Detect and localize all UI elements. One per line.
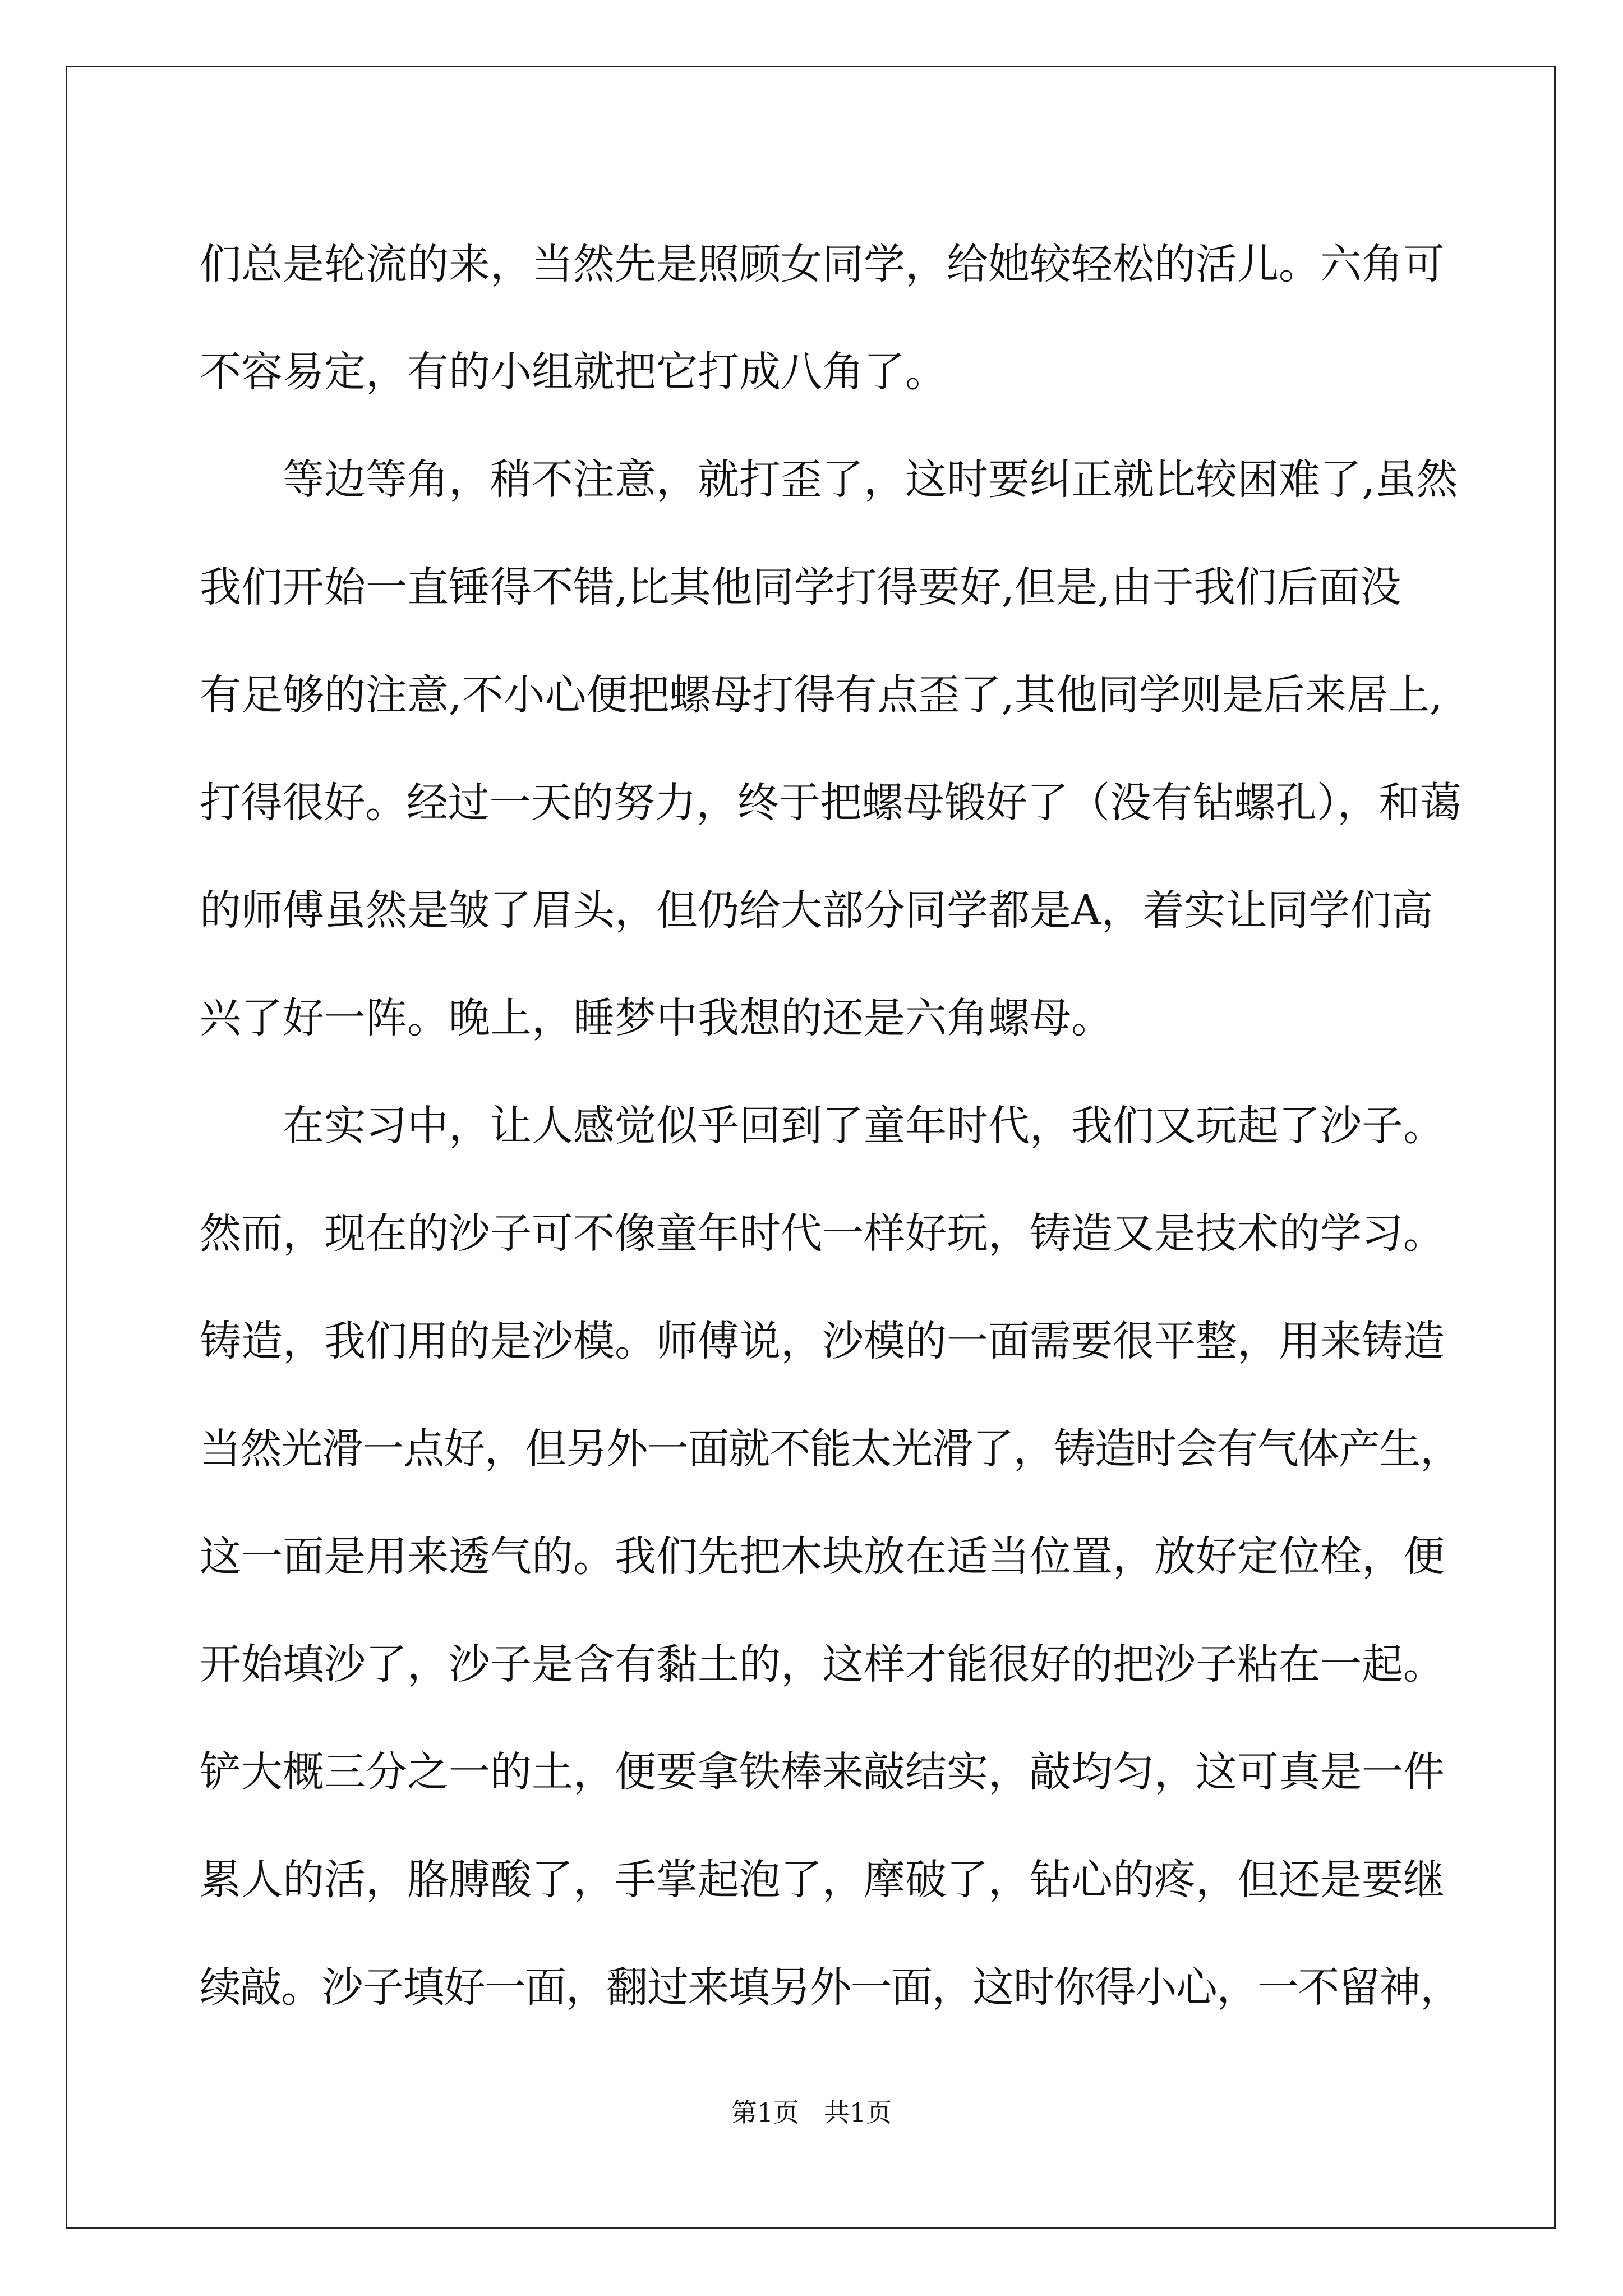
text-line: 我们开始一直锤得不错,比其他同学打得要好,但是,由于我们后面没 — [200, 563, 1401, 611]
text-line: 打得很好。经过一天的努力，终于把螺母锻好了（没有钻螺孔），和蔼 — [200, 779, 1461, 827]
text-line: 这一面是用来透气的。我们先把木块放在适当位置，放好定位栓，便 — [200, 1533, 1445, 1581]
text-line: 有足够的注意,不小心便把螺母打得有点歪了,其他同学则是后来居上, — [200, 671, 1443, 719]
page-number-total: 共1页 — [823, 2097, 892, 2128]
text-line: 等边等角，稍不注意，就打歪了，这时要纠正就比较困难了,虽然 — [283, 455, 1458, 504]
text-line: 们总是轮流的来，当然先是照顾女同学，给她较轻松的活儿。六角可 — [200, 240, 1445, 288]
text-line: 铸造，我们用的是沙模。师傅说，沙模的一面需要很平整，用来铸造 — [200, 1317, 1445, 1365]
text-line: 累人的活，胳膊酸了，手掌起泡了，摩破了，钻心的疼，但还是要继 — [200, 1856, 1445, 1904]
text-line: 兴了好一阵。晚上，睡梦中我想的还是六角螺母。 — [200, 994, 1113, 1042]
text-line: 铲大概三分之一的土，便要拿铁棒来敲结实，敲均匀，这可真是一件 — [200, 1748, 1445, 1796]
document-body — [200, 210, 1461, 2041]
text-line: 然而，现在的沙子可不像童年时代一样好玩，铸造又是技术的学习。 — [200, 1209, 1445, 1258]
text-line: 不容易定，有的小组就把它打成八角了。 — [200, 348, 947, 396]
text-line: 的师傅虽然是皱了眉头，但仍给大部分同学都是A，着实让同学们高 — [200, 886, 1433, 935]
text-line: 当然光滑一点好，但另外一面就不能太光滑了，铸造时会有气体产生， — [200, 1425, 1461, 1473]
page-footer — [0, 2096, 1623, 2129]
text-line: 在实习中，让人感觉似乎回到了童年时代，我们又玩起了沙子。 — [283, 1102, 1445, 1150]
footer-separator — [799, 2097, 824, 2128]
page-number-current: 第1页 — [731, 2097, 800, 2128]
text-line: 开始填沙了，沙子是含有黏土的，这样才能很好的把沙子粘在一起。 — [200, 1640, 1445, 1688]
text-line: 续敲。沙子填好一面，翻过来填另外一面，这时你得小心，一不留神， — [200, 1963, 1461, 2012]
